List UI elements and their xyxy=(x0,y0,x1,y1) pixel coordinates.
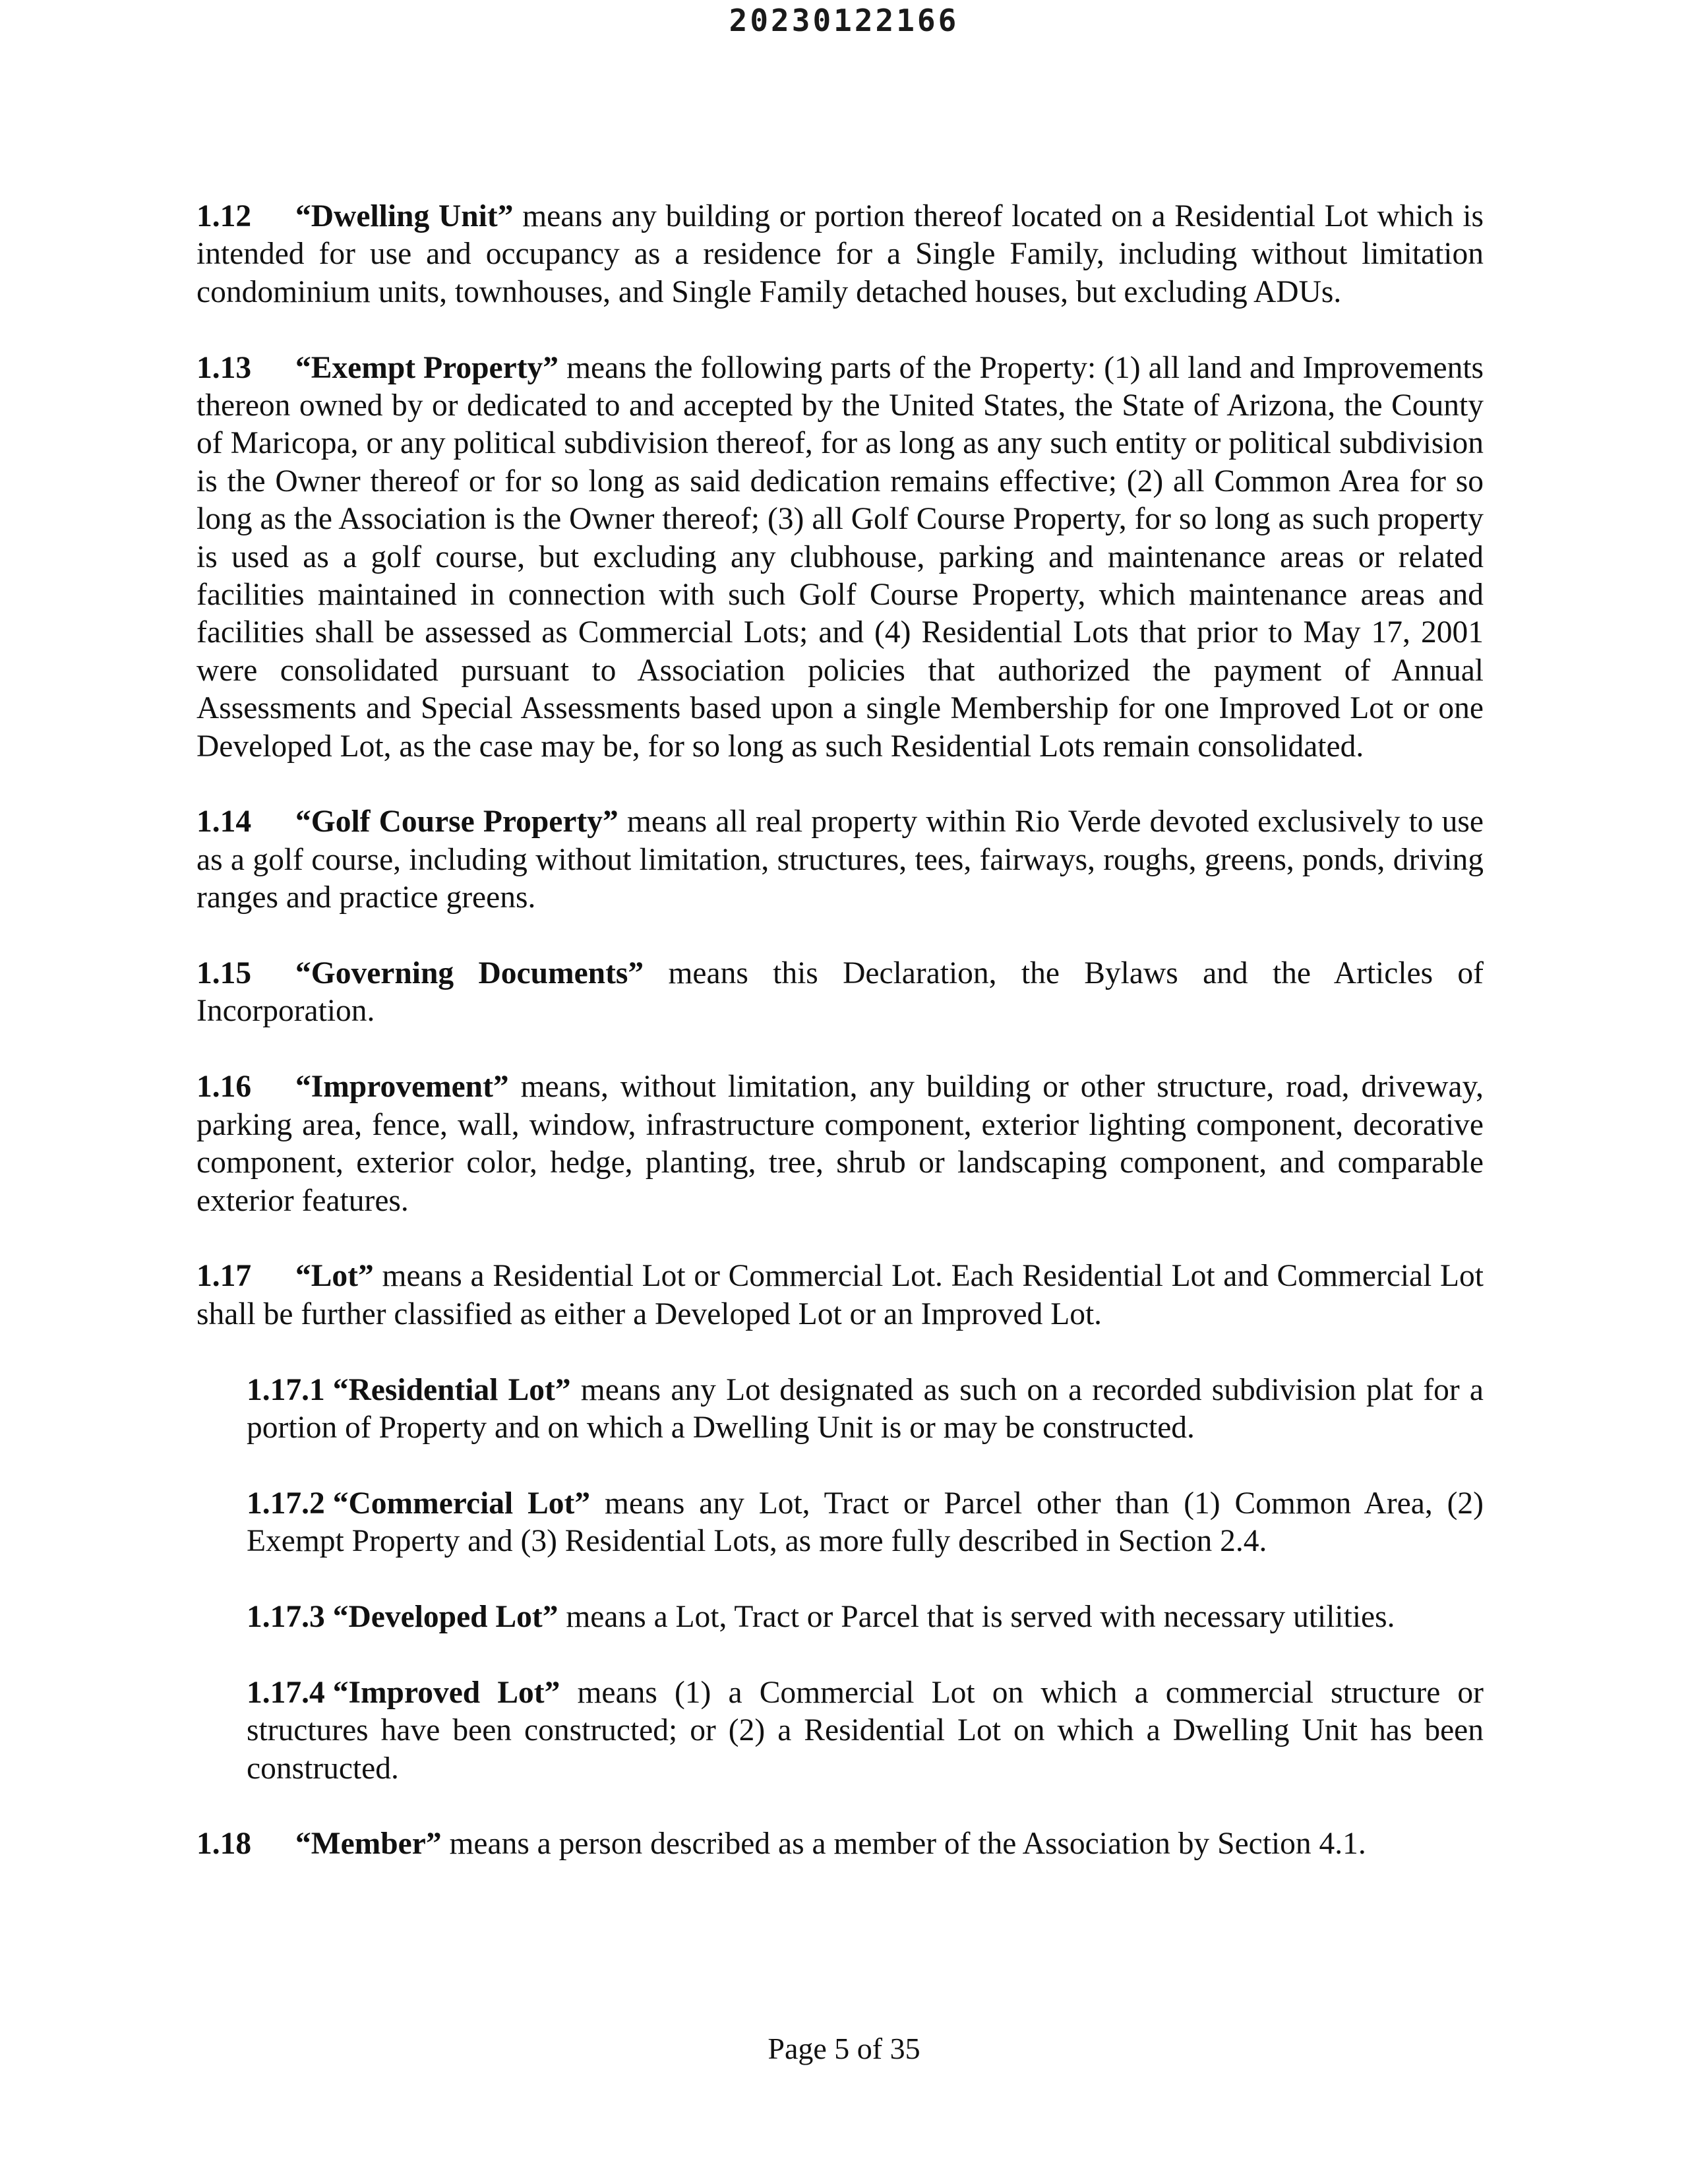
defined-term: “Residential Lot” xyxy=(332,1372,571,1407)
section-text: means all real property within Rio Verde devoted exclusively to use as a golf course, including without limitation, structures, tees, fairways, roughs, greens, ponds, driving ranges and practice greens. xyxy=(196,804,1484,915)
section-1-16 xyxy=(196,1068,1484,1220)
defined-term: “Developed Lot” xyxy=(332,1599,558,1634)
section-1-17-4 xyxy=(247,1674,1484,1788)
subsection-text: means any Lot designated as such on a recorded subdivision plat for a portion of Property and on which a Dwelling Unit is or may be constructed. xyxy=(247,1372,1484,1445)
section-number: 1.17 xyxy=(196,1259,252,1294)
subsection-number: 1.17.1 xyxy=(247,1372,325,1407)
section-1-15 xyxy=(196,955,1484,1031)
section-1-17-2 xyxy=(247,1485,1484,1561)
section-number: 1.18 xyxy=(196,1827,252,1862)
defined-term: “Golf Course Property” xyxy=(295,804,618,839)
section-number: 1.13 xyxy=(196,350,252,385)
document-body xyxy=(196,198,1484,1901)
section-text: means, without limitation, any building or other structure, road, driveway, parking area, fence, wall, window, infrastructure component, exterior lighting component, decorative component, exterior color, hedge, planting, tree, shrub or landscaping component, and comparable exterior features. xyxy=(196,1070,1484,1218)
section-1-17-1 xyxy=(247,1372,1484,1447)
section-1-14 xyxy=(196,803,1484,917)
subsection-text: means (1) a Commercial Lot on which a commercial structure or structures have been constructed; or (2) a Residential Lot on which a Dwelling Unit has been constructed. xyxy=(247,1675,1484,1786)
page-number: Page 5 of 35 xyxy=(768,2032,920,2065)
defined-term: “Commercial Lot” xyxy=(332,1486,591,1521)
defined-term: “Member” xyxy=(295,1827,442,1862)
defined-term: “Dwelling Unit” xyxy=(295,199,514,233)
subsection-text: means a Lot, Tract or Parcel that is served with necessary utilities. xyxy=(558,1599,1395,1634)
defined-term: “Lot” xyxy=(295,1259,374,1294)
section-text: means the following parts of the Property: (1) all land and Improvements thereon owned by or dedicated to and accepted by the United States, the State of Arizona, the County of Maricopa, or any political subdivision thereof, for as long as any such entity or political subdivision is the Owner thereof or for so long as said dedication remains effective; (2) all Common Area for so long as the Association is the Owner thereof; (3) all Golf Course Property, for so long as such property is used as a golf course, but excluding any clubhouse, parking and maintenance areas or related facilities maintained in connection with such Golf Course Property, which maintenance areas and facilities shall be assessed as Commercial Lots; and (4) Residential Lots that prior to May 17, 2001 were consolidated pursuant to Association policies that authorized the payment of Annual Assessments and Special Assessments based upon a single Membership for one Improved Lot or one Developed Lot, as the case may be, for so long as such Residential Lots remain consolidated. xyxy=(196,350,1484,764)
section-number: 1.16 xyxy=(196,1070,252,1105)
section-number: 1.12 xyxy=(196,199,252,233)
recording-number: 20230122166 xyxy=(729,3,959,38)
subsection-number: 1.17.2 xyxy=(247,1486,325,1521)
defined-term: “Improvement” xyxy=(295,1070,509,1105)
section-1-12 xyxy=(196,198,1484,311)
section-1-13 xyxy=(196,349,1484,766)
section-text: means a person described as a member of the Association by Section 4.1. xyxy=(441,1827,1366,1862)
section-1-17-3 xyxy=(247,1598,1484,1636)
section-1-17 xyxy=(196,1258,1484,1333)
section-text: means a Residential Lot or Commercial Lot. Each Residential Lot and Commercial Lot shall be further classified as either a Developed Lot or an Improved Lot. xyxy=(196,1259,1484,1331)
subsection-number: 1.17.4 xyxy=(247,1675,325,1710)
section-1-18 xyxy=(196,1825,1484,1863)
defined-term: “Improved Lot” xyxy=(332,1675,560,1710)
subsection-text: means any Lot, Tract or Parcel other than (1) Common Area, (2) Exempt Property and (3) Residential Lots, as more fully described in Section 2.4. xyxy=(247,1486,1484,1559)
defined-term: “Exempt Property” xyxy=(295,350,559,385)
section-number: 1.15 xyxy=(196,956,252,991)
section-number: 1.14 xyxy=(196,804,252,839)
defined-term: “Governing Documents” xyxy=(295,956,644,991)
section-text: means any building or portion thereof located on a Residential Lot which is intended for use and occupancy as a residence for a Single Family, including without limitation condominium units, townhouses, and Single Family detached houses, but excluding ADUs. xyxy=(196,199,1484,309)
section-text: means this Declaration, the Bylaws and the Articles of Incorporation. xyxy=(196,956,1484,1029)
subsection-number: 1.17.3 xyxy=(247,1599,325,1634)
